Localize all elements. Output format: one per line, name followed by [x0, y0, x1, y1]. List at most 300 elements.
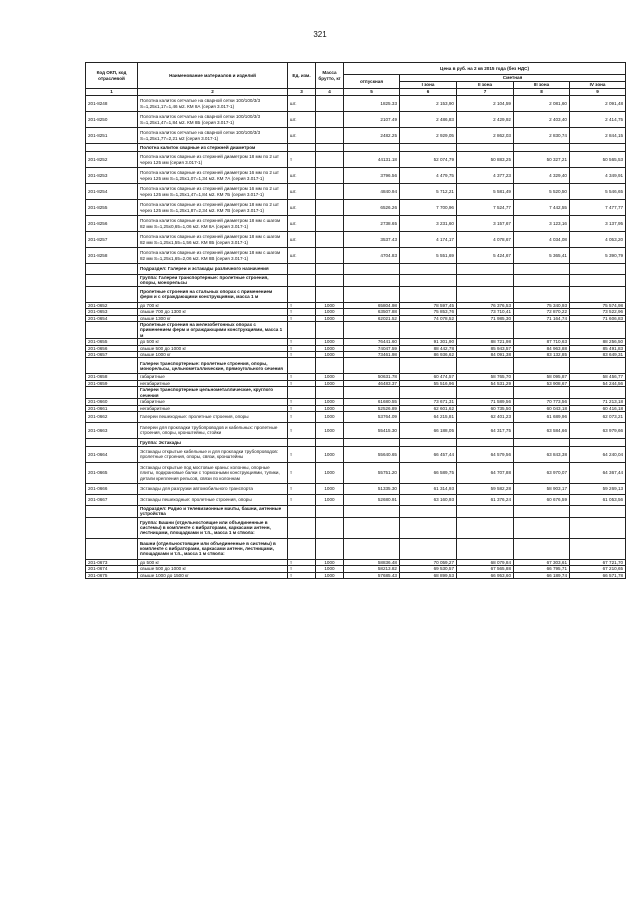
- item-release-price: 51335.30: [344, 483, 400, 494]
- empty-cell: [288, 387, 316, 399]
- empty-cell: [86, 264, 138, 275]
- item-release-price: 2482.25: [344, 128, 400, 144]
- item-mass: 1000: [316, 566, 344, 572]
- item-code: 201-0662: [86, 411, 138, 422]
- empty-cell: [86, 438, 138, 446]
- item-zone-2-price: 2 429,92: [457, 112, 514, 128]
- item-name: Полотна калиток сварные из стержней диаметром 16 мм по 2 шт через 125 мм S=1,25x1,07=1,34 м2. КМ 7А (серия 3.017-1): [138, 168, 288, 184]
- item-name: Эстакады для разгрузки автомобильного транспорта: [138, 483, 288, 494]
- item-zone-4-price: 62 073,21: [570, 411, 626, 422]
- item-code: 201-0653: [86, 309, 138, 315]
- empty-cell: [514, 358, 570, 374]
- item-release-price: 58213.82: [344, 566, 400, 572]
- item-name: свыше 500 до 1000 кг: [138, 566, 288, 572]
- column-number: 7: [457, 89, 514, 96]
- item-unit: шт.: [288, 96, 316, 112]
- item-zone-3-price: 5 520,50: [514, 184, 570, 200]
- item-unit: шт.: [288, 248, 316, 264]
- section-row: [86, 275, 626, 287]
- item-release-price: 52526.89: [344, 405, 400, 411]
- item-zone-4-price: 2 091,48: [570, 96, 626, 112]
- empty-cell: [316, 438, 344, 446]
- empty-cell: [457, 275, 514, 287]
- empty-cell: [400, 358, 457, 374]
- item-zone-2-price: 2 862,03: [457, 128, 514, 144]
- empty-cell: [86, 322, 138, 339]
- item-zone-2-price: 60 735,50: [457, 405, 514, 411]
- item-zone-1-price: 91 301,90: [400, 339, 457, 345]
- item-code: 201-0674: [86, 566, 138, 572]
- empty-cell: [514, 264, 570, 275]
- item-zone-2-price: 5 424,67: [457, 248, 514, 264]
- item-unit: т: [288, 559, 316, 565]
- item-unit: т: [288, 494, 316, 505]
- item-zone-1-price: 55 516,96: [400, 380, 457, 386]
- header-zone-2: II зона: [457, 82, 514, 89]
- table-body: [86, 96, 626, 579]
- item-release-price: 58836.48: [344, 559, 400, 565]
- empty-cell: [316, 322, 344, 339]
- item-zone-2-price: 7 524,77: [457, 200, 514, 216]
- item-zone-4-price: 59 269,13: [570, 483, 626, 494]
- empty-cell: [570, 286, 626, 302]
- header-zone-4: IV зона: [570, 82, 626, 89]
- empty-cell: [457, 322, 514, 339]
- item-name: Эстакады пешеходные: пролетные строения, опоры: [138, 494, 288, 505]
- table-row: [86, 200, 626, 216]
- item-zone-3-price: 72 870,22: [514, 309, 570, 315]
- item-release-price: 74047.59: [344, 345, 400, 351]
- item-zone-3-price: 4 034,08: [514, 232, 570, 248]
- item-zone-1-price: 4 479,75: [400, 168, 457, 184]
- item-mass: 1000: [316, 559, 344, 565]
- item-zone-3-price: 4 329,40: [514, 168, 570, 184]
- item-name: до 500 кг: [138, 559, 288, 565]
- empty-cell: [316, 387, 344, 399]
- item-release-price: 44131.18: [344, 152, 400, 168]
- item-zone-4-price: 3 137,95: [570, 216, 626, 232]
- item-zone-4-price: 64 240,04: [570, 446, 626, 462]
- item-release-price: 55640.65: [344, 446, 400, 462]
- item-mass: 1000: [316, 352, 344, 358]
- empty-cell: [288, 358, 316, 374]
- item-zone-3-price: 58 095,87: [514, 374, 570, 380]
- item-zone-1-price: 88 442,78: [400, 345, 457, 351]
- item-zone-1-price: 3 231,60: [400, 216, 457, 232]
- group-title: Галереи транспортерные цельнометаллические, круглого сечения: [138, 387, 288, 399]
- item-code: 201-0673: [86, 559, 138, 565]
- item-zone-1-price: 61 314,93: [400, 483, 457, 494]
- item-name: свыше 1300 кг: [138, 315, 288, 321]
- page-number: 321: [313, 30, 327, 39]
- item-zone-1-price: 62 601,62: [400, 405, 457, 411]
- item-release-price: 61680.55: [344, 399, 400, 405]
- empty-cell: [570, 264, 626, 275]
- item-unit: т: [288, 339, 316, 345]
- item-mass: 1000: [316, 494, 344, 505]
- item-mass: [316, 200, 344, 216]
- empty-cell: [288, 517, 316, 538]
- empty-cell: [316, 538, 344, 559]
- empty-cell: [400, 387, 457, 399]
- item-mass: [316, 128, 344, 144]
- empty-cell: [344, 505, 400, 517]
- table-row: [86, 572, 626, 578]
- item-unit: шт.: [288, 216, 316, 232]
- item-code: 201-0659: [86, 380, 138, 386]
- empty-cell: [288, 286, 316, 302]
- item-zone-4-price: 71 213,18: [570, 399, 626, 405]
- item-code: 201-8251: [86, 128, 138, 144]
- item-zone-2-price: 67 565,88: [457, 566, 514, 572]
- item-zone-2-price: 62 401,23: [457, 411, 514, 422]
- empty-cell: [570, 505, 626, 517]
- item-mass: 1000: [316, 302, 344, 308]
- empty-cell: [288, 275, 316, 287]
- item-zone-1-price: 74 078,52: [400, 315, 457, 321]
- empty-cell: [344, 144, 400, 152]
- empty-cell: [86, 538, 138, 559]
- item-unit: т: [288, 572, 316, 578]
- item-mass: 1000: [316, 572, 344, 578]
- item-code: 201-0657: [86, 352, 138, 358]
- item-mass: 1000: [316, 380, 344, 386]
- item-name: Полотна калиток сварные из стержней диаметром 16 мм по 2 шт через 125 мм S=1,25x1,47=1,84 м2. КМ 7Б (серия 3.017-1): [138, 184, 288, 200]
- item-name: Эстакады открытые под мостовые краны: колонны, опорные плиты, подкрановые балки с тормозными конструкциями, тупики, детали крепления рельсов, связи по колоннам: [138, 462, 288, 483]
- item-release-price: 4840.94: [344, 184, 400, 200]
- group-title: Пролетные строения на железобетонных опорах с применением ферм и ограждающими конструкциями, масса 1 м: [138, 322, 288, 339]
- empty-cell: [570, 144, 626, 152]
- item-code: 201-8250: [86, 112, 138, 128]
- item-zone-4-price: 64 367,44: [570, 462, 626, 483]
- empty-cell: [344, 517, 400, 538]
- item-zone-2-price: 61 376,24: [457, 494, 514, 505]
- item-mass: [316, 168, 344, 184]
- item-release-price: 4704.83: [344, 248, 400, 264]
- empty-cell: [400, 275, 457, 287]
- item-mass: 1000: [316, 405, 344, 411]
- item-zone-2-price: 64 579,56: [457, 446, 514, 462]
- empty-cell: [400, 517, 457, 538]
- item-zone-2-price: 88 721,98: [457, 339, 514, 345]
- empty-cell: [514, 538, 570, 559]
- item-zone-3-price: 87 710,63: [514, 339, 570, 345]
- item-zone-1-price: 66 188,05: [400, 422, 457, 438]
- item-zone-2-price: 85 943,57: [457, 345, 514, 351]
- item-code: 201-0663: [86, 422, 138, 438]
- item-zone-4-price: 54 244,56: [570, 380, 626, 386]
- empty-cell: [86, 505, 138, 517]
- item-release-price: 52680.91: [344, 494, 400, 505]
- item-zone-4-price: 66 571,78: [570, 572, 626, 578]
- empty-cell: [344, 538, 400, 559]
- item-code: 201-0661: [86, 405, 138, 411]
- empty-cell: [400, 144, 457, 152]
- table-row: [86, 232, 626, 248]
- item-zone-1-price: 69 530,57: [400, 566, 457, 572]
- item-zone-3-price: 84 963,88: [514, 345, 570, 351]
- item-unit: т: [288, 422, 316, 438]
- empty-cell: [570, 517, 626, 538]
- item-unit: т: [288, 462, 316, 483]
- item-zone-1-price: 66 589,75: [400, 462, 457, 483]
- empty-cell: [316, 286, 344, 302]
- item-name: свыше 1000 до 1500 кг: [138, 572, 288, 578]
- header-release: отпускная: [344, 75, 400, 89]
- empty-cell: [316, 358, 344, 374]
- item-name: габаритные: [138, 374, 288, 380]
- item-zone-3-price: 2 830,74: [514, 128, 570, 144]
- item-zone-3-price: 61 689,96: [514, 411, 570, 422]
- empty-cell: [400, 538, 457, 559]
- item-mass: [316, 96, 344, 112]
- item-name: негабаритные: [138, 405, 288, 411]
- item-unit: шт.: [288, 112, 316, 128]
- empty-cell: [316, 275, 344, 287]
- item-mass: [316, 112, 344, 128]
- item-zone-1-price: 68 899,53: [400, 572, 457, 578]
- table-row: [86, 184, 626, 200]
- empty-cell: [288, 144, 316, 152]
- item-code: 201-8255: [86, 200, 138, 216]
- price-table: [85, 62, 626, 579]
- item-mass: 1000: [316, 446, 344, 462]
- column-number-row: [86, 89, 626, 96]
- item-code: 201-0667: [86, 494, 138, 505]
- item-zone-3-price: 63 970,07: [514, 462, 570, 483]
- empty-cell: [344, 264, 400, 275]
- item-zone-4-price: 2 414,75: [570, 112, 626, 128]
- group-row: [86, 387, 626, 399]
- item-mass: 1000: [316, 339, 344, 345]
- item-mass: 1000: [316, 422, 344, 438]
- item-unit: шт.: [288, 232, 316, 248]
- column-number: 3: [288, 89, 316, 96]
- item-zone-2-price: 4 078,67: [457, 232, 514, 248]
- item-zone-4-price: 71 606,83: [570, 315, 626, 321]
- group-title: Полотна калиток сварные из стержней диаметром: [138, 144, 288, 152]
- item-zone-1-price: 60 474,57: [400, 374, 457, 380]
- item-code: 201-0675: [86, 572, 138, 578]
- empty-cell: [316, 517, 344, 538]
- header-mass: Масса брутто, кг: [316, 63, 344, 89]
- group-row: [86, 144, 626, 152]
- item-name: Эстакады открытые кабельные и для прокладки трубопроводов: пролетные строения, опоры, связи, кронштейны: [138, 446, 288, 462]
- item-zone-3-price: 7 442,55: [514, 200, 570, 216]
- section-row: [86, 505, 626, 517]
- item-zone-2-price: 84 091,38: [457, 352, 514, 358]
- item-unit: т: [288, 315, 316, 321]
- item-code: 201-8258: [86, 248, 138, 264]
- item-zone-2-price: 2 104,59: [457, 96, 514, 112]
- header-estimate: Сметная: [400, 75, 626, 82]
- empty-cell: [570, 538, 626, 559]
- item-zone-4-price: 88 256,50: [570, 339, 626, 345]
- empty-cell: [570, 387, 626, 399]
- item-name: Галереи пешеходные: пролетные строения, опоры: [138, 411, 288, 422]
- item-zone-4-price: 67 721,70: [570, 559, 626, 565]
- item-mass: 1000: [316, 309, 344, 315]
- empty-cell: [344, 438, 400, 446]
- item-name: Полотна калиток сварные из стержней диаметром 18 мм с шагом 82 мм S=1,25x1,65=2,06 м2. КМ 8В (серия 3.017-1): [138, 248, 288, 264]
- empty-cell: [288, 264, 316, 275]
- empty-cell: [514, 517, 570, 538]
- item-unit: т: [288, 411, 316, 422]
- empty-cell: [316, 144, 344, 152]
- item-zone-2-price: 58 765,70: [457, 374, 514, 380]
- item-zone-4-price: 85 491,83: [570, 345, 626, 351]
- item-zone-4-price: 75 574,98: [570, 302, 626, 308]
- item-zone-4-price: 61 053,56: [570, 494, 626, 505]
- empty-cell: [316, 264, 344, 275]
- item-unit: т: [288, 483, 316, 494]
- item-name: габаритные: [138, 399, 288, 405]
- item-name: Полотна калиток сварные из стержней диаметром 18 мм с шагом 82 мм S=1,25x0,65=1,06 м2. КМ 8А (серия 3.017-1): [138, 216, 288, 232]
- item-zone-3-price: 66 189,74: [514, 572, 570, 578]
- item-zone-1-price: 78 597,45: [400, 302, 457, 308]
- item-unit: т: [288, 152, 316, 168]
- item-zone-4-price: 67 210,65: [570, 566, 626, 572]
- group-row: [86, 286, 626, 302]
- item-mass: 1000: [316, 462, 344, 483]
- item-zone-4-price: 58 456,77: [570, 374, 626, 380]
- empty-cell: [86, 286, 138, 302]
- item-zone-3-price: 67 303,61: [514, 559, 570, 565]
- empty-cell: [86, 275, 138, 287]
- item-unit: т: [288, 405, 316, 411]
- empty-cell: [344, 387, 400, 399]
- item-zone-4-price: 5 546,65: [570, 184, 626, 200]
- table-row: [86, 494, 626, 505]
- item-code: 201-0654: [86, 315, 138, 321]
- table-row: [86, 96, 626, 112]
- empty-cell: [457, 538, 514, 559]
- item-zone-3-price: 50 327,21: [514, 152, 570, 168]
- item-zone-3-price: 2 081,60: [514, 96, 570, 112]
- item-zone-2-price: 71 589,56: [457, 399, 514, 405]
- item-zone-3-price: 71 164,74: [514, 315, 570, 321]
- item-zone-4-price: 2 844,15: [570, 128, 626, 144]
- column-number: 4: [316, 89, 344, 96]
- table-row: [86, 462, 626, 483]
- column-number: 6: [400, 89, 457, 96]
- item-release-price: 1825.33: [344, 96, 400, 112]
- item-zone-3-price: 75 340,93: [514, 302, 570, 308]
- section-title: Подраздел: Радио и телевизионные мачты, башни, антенные устройства: [138, 505, 288, 517]
- item-code: 201-8256: [86, 216, 138, 232]
- item-mass: [316, 248, 344, 264]
- empty-cell: [344, 358, 400, 374]
- item-zone-2-price: 76 376,53: [457, 302, 514, 308]
- item-unit: т: [288, 345, 316, 351]
- item-unit: т: [288, 566, 316, 572]
- item-zone-2-price: 50 883,25: [457, 152, 514, 168]
- item-zone-2-price: 64 317,75: [457, 422, 514, 438]
- table-row: [86, 422, 626, 438]
- item-release-price: 73461.98: [344, 352, 400, 358]
- item-zone-3-price: 58 903,17: [514, 483, 570, 494]
- section-row: [86, 438, 626, 446]
- item-release-price: 55751.20: [344, 462, 400, 483]
- item-zone-4-price: 4 053,20: [570, 232, 626, 248]
- header-name: Наименование материалов и изделий: [138, 63, 288, 89]
- item-zone-4-price: 4 349,91: [570, 168, 626, 184]
- item-zone-3-price: 53 908,67: [514, 380, 570, 386]
- empty-cell: [400, 286, 457, 302]
- item-release-price: 3796.56: [344, 168, 400, 184]
- item-mass: 1000: [316, 315, 344, 321]
- empty-cell: [288, 505, 316, 517]
- section-title: Группа: Башни (отдельностоящие или объединенные в системы) в комплекте с вибраторами, каркасами антенн, лестницами, площадками и т.п., масса 1 м ствола:: [138, 517, 288, 538]
- empty-cell: [400, 505, 457, 517]
- column-number: 1: [86, 89, 138, 96]
- empty-cell: [288, 322, 316, 339]
- empty-cell: [457, 438, 514, 446]
- empty-cell: [514, 286, 570, 302]
- item-mass: [316, 184, 344, 200]
- empty-cell: [457, 387, 514, 399]
- empty-cell: [457, 358, 514, 374]
- table-row: [86, 112, 626, 128]
- empty-cell: [514, 438, 570, 446]
- item-name: Полотна калиток сетчатые на сварной сетки 100/100/3/3 S=1,25x1,47=1,84 м2. КМ 8Б (серия 3.017-1): [138, 112, 288, 128]
- item-zone-3-price: 83 132,85: [514, 352, 570, 358]
- item-unit: т: [288, 374, 316, 380]
- item-zone-2-price: 68 079,84: [457, 559, 514, 565]
- empty-cell: [457, 144, 514, 152]
- item-name: Полотна калиток сетчатые на сварной сетки 100/100/3/3 S=1,25x1,77=2,21 м2 (серия 3.017-1): [138, 128, 288, 144]
- item-mass: [316, 232, 344, 248]
- item-zone-2-price: 64 707,88: [457, 462, 514, 483]
- item-zone-2-price: 59 582,28: [457, 483, 514, 494]
- item-zone-1-price: 64 215,81: [400, 411, 457, 422]
- empty-cell: [400, 264, 457, 275]
- item-zone-4-price: 73 522,96: [570, 309, 626, 315]
- empty-cell: [514, 275, 570, 287]
- item-code: 201-0666: [86, 483, 138, 494]
- empty-cell: [457, 505, 514, 517]
- item-zone-2-price: 66 953,60: [457, 572, 514, 578]
- item-name: Полотна калиток сварные из стержней диаметром 18 мм по 2 шт через 125 мм (серия 3.017-1): [138, 152, 288, 168]
- item-zone-2-price: 4 377,23: [457, 168, 514, 184]
- item-code: 201-8253: [86, 168, 138, 184]
- item-zone-3-price: 2 403,40: [514, 112, 570, 128]
- empty-cell: [570, 275, 626, 287]
- empty-cell: [86, 144, 138, 152]
- item-unit: т: [288, 380, 316, 386]
- empty-cell: [457, 264, 514, 275]
- item-zone-2-price: 73 710,41: [457, 309, 514, 315]
- table-row: [86, 483, 626, 494]
- empty-cell: [570, 322, 626, 339]
- item-zone-1-price: 66 457,44: [400, 446, 457, 462]
- item-zone-3-price: 60 043,18: [514, 405, 570, 411]
- item-unit: т: [288, 302, 316, 308]
- section-row: [86, 264, 626, 275]
- header-unit: Ед. изм.: [288, 63, 316, 89]
- table-row: [86, 216, 626, 232]
- item-code: 201-0660: [86, 399, 138, 405]
- empty-cell: [400, 438, 457, 446]
- item-mass: [316, 216, 344, 232]
- item-mass: [316, 152, 344, 168]
- item-zone-1-price: 70 059,27: [400, 559, 457, 565]
- item-code: 201-8252: [86, 152, 138, 168]
- empty-cell: [288, 438, 316, 446]
- item-release-price: 2107.49: [344, 112, 400, 128]
- item-zone-1-price: 5 551,69: [400, 248, 457, 264]
- item-unit: т: [288, 446, 316, 462]
